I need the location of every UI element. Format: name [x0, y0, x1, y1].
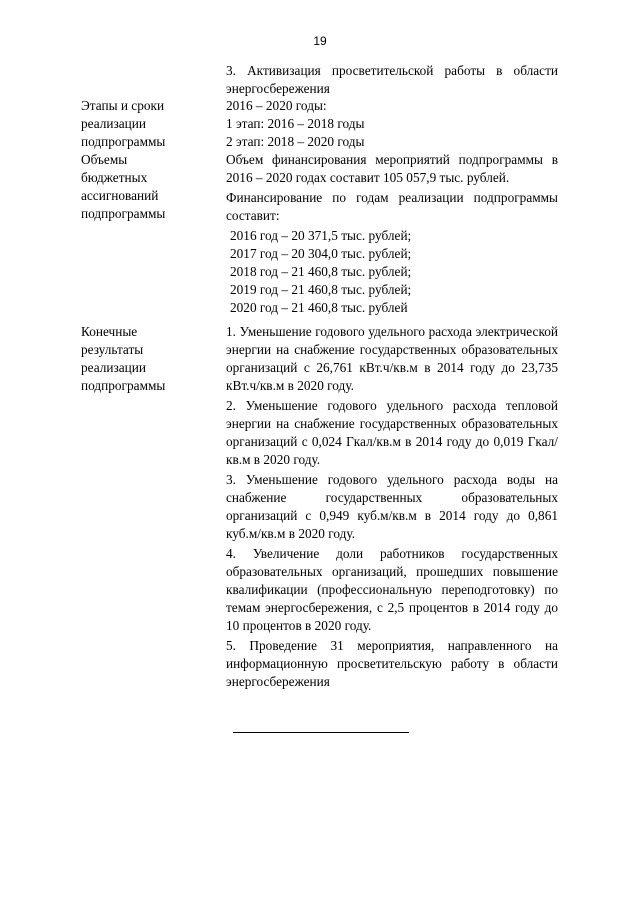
volume-year-line: 2020 год – 21 460,8 тыс. рублей — [230, 300, 408, 315]
label-line: ассигнований — [81, 188, 159, 203]
label-line: Конечные — [81, 324, 138, 339]
volumes-total-paragraph: Объем финансирования мероприятий подпрограммы в 2016 – 2020 годах составит 105 057,9 тыс. рублей. — [226, 152, 558, 185]
volume-year-line: 2017 год – 20 304,0 тыс. рублей; — [230, 246, 412, 261]
volume-year-line: 2018 год – 21 460,8 тыс. рублей; — [230, 264, 412, 279]
result-item: 5. Проведение 31 мероприятия, направленного на информационную просветительскую работу в области энергосбережения — [226, 638, 558, 689]
intro-item-text: 3. Активизация просветительской работы в области энергосбережения — [226, 63, 558, 96]
volume-year-line: 2016 год – 20 371,5 тыс. рублей; — [230, 228, 412, 243]
result-item: 1. Уменьшение годового удельного расхода электрической энергии на снабжение государственных образовательных организаций с 26,761 кВт.ч/кв.м в 2014 году до 23,735 кВт.ч/кв.м в 2020 году. — [226, 324, 558, 393]
footer-rule — [233, 732, 409, 733]
label-line: бюджетных — [81, 170, 148, 185]
result-item: 3. Уменьшение годового удельного расхода воды на снабжение государственных образовательных организаций с 0,949 куб.м/кв.м в 2014 году до 0,861 куб.м/кв.м в 2020 году. — [226, 472, 558, 541]
label-line: реализации — [81, 116, 146, 131]
label-line: подпрограммы — [81, 134, 166, 149]
volumes-by-year-paragraph: Финансирование по годам реализации подпрограммы составит: — [226, 190, 558, 223]
result-item: 4. Увеличение доли работников государственных образовательных организаций, прошедших повышение квалификации (профессиональную переподготовку) по темам энергосбережения, с 2,5 процентов в 2014 году до 10 процентов в 2020 году. — [226, 546, 558, 633]
stages-line: 2 этап: 2018 – 2020 годы — [226, 134, 365, 149]
label-line: подпрограммы — [81, 378, 166, 393]
label-line: подпрограммы — [81, 206, 166, 221]
content-volumes — [226, 151, 558, 317]
result-item: 2. Уменьшение годового удельного расхода тепловой энергии на снабжение государственных образовательных организаций с 0,024 Гкал/кв.м в 2014 году до 0,019 Гкал/кв.м в 2020 году. — [226, 398, 558, 467]
label-results — [81, 323, 221, 395]
stages-line: 2016 – 2020 годы: — [226, 98, 327, 113]
volume-year-line: 2019 год – 21 460,8 тыс. рублей; — [230, 282, 412, 297]
intro-item — [226, 62, 558, 100]
content-stages — [226, 97, 558, 151]
stages-line: 1 этап: 2016 – 2018 годы — [226, 116, 365, 131]
page-number: 19 — [313, 34, 327, 48]
content-results — [226, 323, 558, 693]
label-volumes — [81, 151, 221, 223]
label-line: реализации — [81, 360, 146, 375]
label-line: результаты — [81, 342, 144, 357]
label-line: Этапы и сроки — [81, 98, 165, 113]
label-stages — [81, 97, 221, 151]
label-line: Объемы — [81, 152, 128, 167]
